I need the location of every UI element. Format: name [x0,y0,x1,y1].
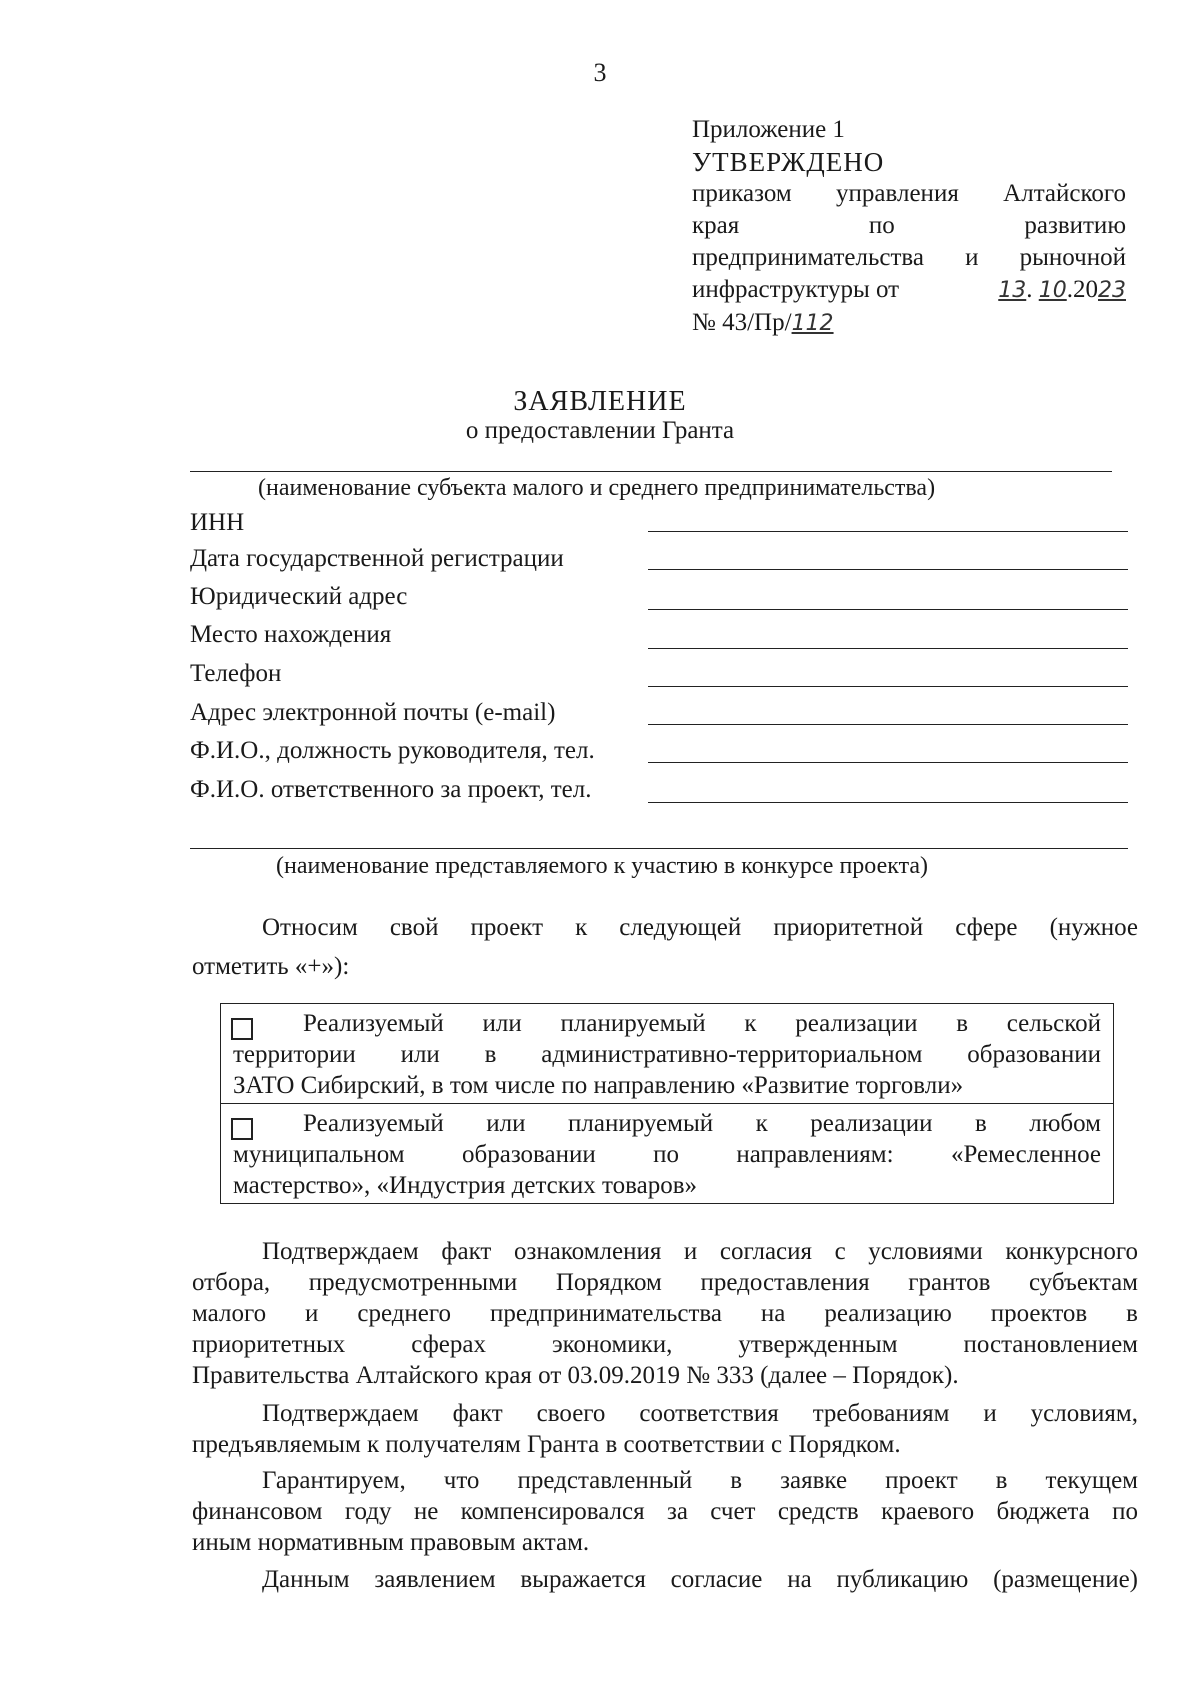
project-name-line[interactable] [190,848,1128,849]
paragraph-line: малого и среднего предпринимательства на реализацию проектов в [192,1300,1138,1327]
paragraph-compliance [192,1398,1138,1460]
project-name-caption: (наименование представляемого к участию в конкурсе проекта) [276,853,929,879]
paragraph-line: Правительства Алтайского края от 03.09.2019 № 333 (далее – Порядок). [192,1362,959,1389]
field-label-registration-date: Дата государственной регистрации [190,545,564,572]
paragraph-line: иным нормативным правовым актам. [192,1529,590,1556]
field-label-director: Ф.И.О., должность руководителя, тел. [190,737,595,764]
paragraph-line: Подтверждаем факт своего соответствия требованиям и условиям, [262,1400,1138,1427]
field-line-inn[interactable] [648,531,1128,532]
option-line: муниципальном образовании по направлениям: «Ремесленное [233,1141,1101,1168]
document-title: ЗАЯВЛЕНИЕ [513,386,687,417]
field-label-phone: Телефон [190,660,282,687]
order-number-line [692,307,1126,340]
paragraph-line: Данным заявлением выражается согласие на публикацию (размещение) [262,1566,1138,1593]
field-line-registration-date[interactable] [648,569,1128,570]
checkbox-crafts[interactable] [231,1118,253,1140]
field-line-location[interactable] [648,648,1128,649]
approval-block [692,114,1126,340]
priority-intro-line-1: Относим свой проект к следующей приоритетной сфере (нужное [262,914,1138,941]
checkbox-rural[interactable] [231,1018,253,1040]
date-day: 13 [998,278,1027,303]
field-line-project-lead[interactable] [648,802,1128,803]
field-label-project-lead: Ф.И.О. ответственного за проект, тел. [190,776,592,803]
paragraph-line: финансовом году не компенсировался за счет средств краевого бюджета по [192,1498,1138,1525]
priority-intro [192,912,1138,982]
priority-option-crafts [221,1103,1113,1203]
approval-line-4-prefix: инфраструктуры от [692,276,900,303]
order-prefix: № 43/Пр/ [692,309,792,336]
option-line: мастерство», «Индустрия детских товаров» [233,1172,698,1199]
option-line: ЗАТО Сибирский, в том числе по направлению «Развитие торговли» [233,1072,964,1099]
paragraph-line: приоритетных сферах экономики, утвержденным постановлением [192,1331,1138,1358]
field-label-location: Место нахождения [190,621,392,648]
field-label-email: Адрес электронной почты (e-mail) [190,699,556,726]
approved-label: УТВЕРЖДЕНО [692,147,885,177]
date-year-suffix: 23 [1098,278,1126,303]
option-line: Реализуемый или планируемый к реализации в любом [303,1110,1101,1137]
page-number: 3 [593,58,607,87]
entity-name-caption: (наименование субъекта малого и среднего предпринимательства) [258,475,936,501]
priority-options-table [220,1003,1114,1204]
field-line-legal-address[interactable] [648,609,1128,610]
approval-date: 13. 10.2023 [998,276,1126,303]
document-subtitle: о предоставлении Гранта [465,417,735,444]
approval-line-2: края по развитию [692,212,1126,239]
field-line-phone[interactable] [648,686,1128,687]
paragraph-line: Гарантируем, что представленный в заявке проект в текущем [262,1467,1138,1494]
field-label-legal-address: Юридический адрес [190,583,408,610]
priority-intro-line-2: отметить «+»): [192,953,350,980]
option-line: территории или в административно-территориальном образовании [233,1041,1101,1068]
paragraph-guarantee [192,1465,1138,1558]
approval-line-1: приказом управления Алтайского [692,180,1126,207]
field-line-director[interactable] [648,762,1128,763]
date-year-prefix: .20 [1066,276,1098,303]
paragraph-line: предъявляемым к получателям Гранта в соответствии с Порядком. [192,1431,901,1458]
appendix-label: Приложение 1 [692,116,845,143]
field-label-inn: ИНН [190,509,245,536]
paragraph-consent [192,1564,1138,1595]
entity-name-line[interactable] [190,471,1112,472]
paragraph-line: Подтверждаем факт ознакомления и согласия с условиями конкурсного [262,1238,1138,1265]
date-month: 10 [1038,278,1067,303]
option-line: Реализуемый или планируемый к реализации в сельской [303,1010,1101,1037]
paragraph-line: отбора, предусмотренными Порядком предоставления грантов субъектам [192,1269,1138,1296]
approval-line-4 [692,274,1126,307]
paragraph-acknowledgement [192,1236,1138,1391]
field-line-email[interactable] [648,724,1128,725]
order-number: 112 [791,311,834,336]
priority-option-rural [221,1004,1113,1103]
approval-line-3: предпринимательства и рыночной [692,244,1126,271]
